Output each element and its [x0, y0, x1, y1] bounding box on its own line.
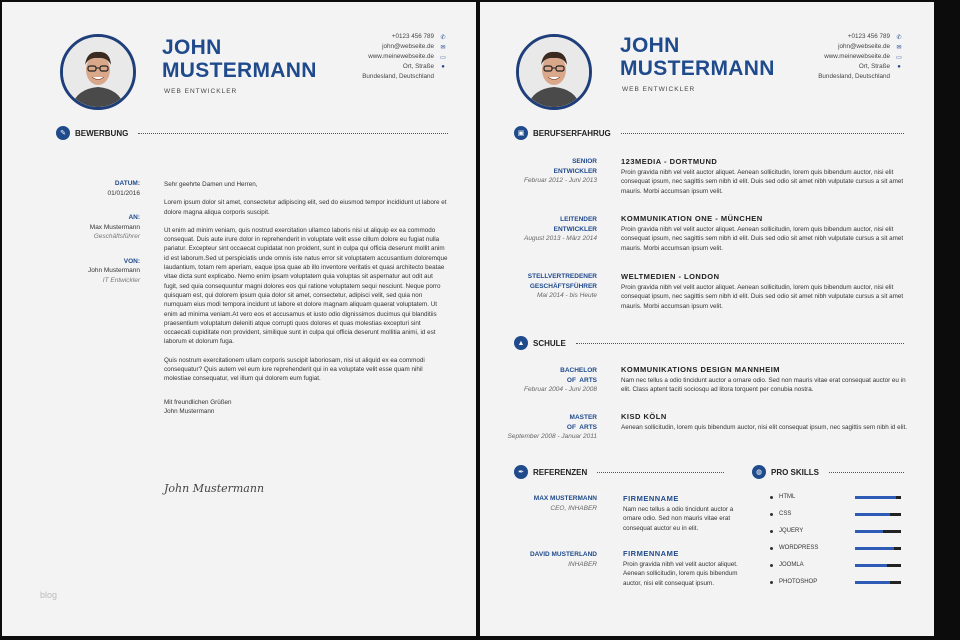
skill-row	[770, 492, 905, 502]
paragraph: Quis nostrum exercitationem ullam corporis suscipit laboriosam, nisi ut aliquid ex ea commodi consequatur? Quis autem vel eum iure reprehenderit qui in ea voluptate velit esse quam nihil molestiae consequatur, vel illum qui dolorem eum fugiat.	[164, 356, 425, 383]
letter-body	[164, 180, 448, 416]
reference-meta-2	[500, 550, 597, 569]
section-header-education	[514, 336, 904, 350]
contact-phone: +0123 456 789	[391, 33, 434, 40]
job-description: Proin gravida nibh vel velit auctor aliquet. Aenean sollicitudin, lorem quis bibendum auctor, nisi elit consequat ipsum, nec sagittis sem nibh id elit. Duis sed odio sit amet nibh vulputate cursus a sit amet mauris. Morbi accumsan ipsum velit.	[621, 284, 904, 310]
experience-meta-1	[500, 157, 597, 186]
von-role: IT Entwickler	[102, 276, 140, 284]
job-description: Proin gravida nibh vel velit auctor aliquet. Aenean sollicitudin, lorem quis bibendum auctor, nisi elit consequat ipsum, nec sagittis sem nibh id elit. Duis sed odio sit amet nibh vulputate cursus a sit amet mauris. Morbi accumsan ipsum velit.	[621, 226, 904, 252]
reference-description: Nam nec tellus a odio tincidunt auctor a ornare odio. Sed non mauris vitae erat consequat auctor eu in elit.	[623, 506, 734, 532]
divider	[138, 133, 448, 134]
section-title: BERUFSERFAHRUG	[533, 128, 611, 138]
skill-bar-fill	[855, 530, 883, 533]
datum-label: DATUM:	[114, 180, 140, 187]
skill-bar-fill	[855, 513, 890, 516]
profile-photo	[516, 34, 592, 110]
education-entry-1	[621, 365, 911, 395]
job-period: August 2013 - März 2014	[524, 235, 597, 242]
education-period: September 2008 - Januar 2011	[507, 433, 597, 440]
web-icon: ▭	[440, 54, 446, 61]
reference-description: Proin gravida nibh vel velit auctor aliquet. Aenean sollicitudin, lorem quis bibendum auctor, nisi elit consequat ipsum.	[623, 561, 738, 587]
bullet-icon	[770, 581, 773, 584]
job-period: Mai 2014 - bis Heute	[537, 292, 597, 299]
pencil-icon: ✎	[56, 126, 70, 140]
profile-photo	[60, 34, 136, 110]
skill-row	[770, 509, 905, 519]
degree: OF ARTS	[566, 423, 597, 431]
section-title: PRO SKILLS	[771, 467, 820, 477]
letter-meta	[62, 179, 140, 285]
contact-phone: +0123 456 789	[847, 33, 890, 40]
reference-entry-2	[623, 549, 748, 588]
an-label: AN:	[128, 214, 140, 221]
an-role: Geschäftsführer	[93, 233, 140, 240]
briefcase-icon: ▣	[514, 126, 528, 140]
salutation: Sehr geehrte Damen und Herren,	[164, 181, 258, 188]
person-role: WEB ENTWICKLER	[622, 86, 696, 93]
signature: John Mustermann	[164, 482, 265, 495]
skill-name: JQUERY	[779, 528, 804, 534]
skill-bar	[855, 581, 901, 584]
contact-region: Bundesland, Deutschland	[818, 73, 890, 80]
experience-meta-3	[492, 272, 597, 301]
person-role: WEB ENTWICKLER	[164, 88, 238, 95]
cover-letter-page	[2, 2, 476, 636]
skill-name: PHOTOSHOP	[779, 579, 818, 585]
contact-email: john@webseite.de	[838, 43, 890, 50]
education-period: Februar 2004 - Juni 2008	[524, 386, 597, 393]
graduation-cap-icon: ▲	[514, 336, 528, 350]
von-label: VON:	[123, 257, 140, 265]
divider	[576, 343, 904, 344]
first-name: JOHN	[162, 36, 222, 59]
person-name	[620, 34, 775, 80]
reference-name: MAX MUSTERMANN	[533, 495, 597, 502]
degree: OF ARTS	[566, 376, 597, 384]
divider	[597, 472, 724, 473]
experience-entry-3	[621, 272, 911, 311]
skill-row	[770, 543, 905, 553]
degree: MASTER	[569, 414, 597, 421]
skill-row	[770, 560, 905, 570]
reference-company: FIRMENNAME	[623, 549, 679, 558]
school-name: KOMMUNIKATIONS DESIGN MANNHEIM	[621, 365, 781, 374]
bullet-icon	[770, 496, 773, 499]
contact-street: Ort, Straße	[858, 63, 890, 70]
location-icon: ●	[441, 64, 445, 70]
location-icon: ●	[897, 64, 901, 70]
watermark: blog	[40, 590, 58, 600]
divider	[621, 133, 904, 134]
contact-block	[334, 32, 434, 82]
mail-icon: ✉	[896, 44, 902, 51]
job-title: GESCHÄFTSFÜHRER	[529, 282, 597, 290]
experience-entry-2	[621, 214, 911, 253]
experience-entry-1	[621, 157, 911, 196]
skill-bar-fill	[855, 496, 896, 499]
pen-icon: ✒	[514, 465, 528, 479]
job-title: ENTWICKLER	[553, 167, 597, 175]
skill-bar-fill	[855, 581, 890, 584]
bullet-icon	[770, 530, 773, 533]
skill-row	[770, 526, 905, 536]
reference-meta-1	[500, 494, 597, 513]
job-description: Proin gravida nibh vel velit auctor aliquet. Aenean sollicitudin, lorem quis bibendum auctor, nisi elit consequat ipsum, nec sagittis sem nibh id elit. Duis sed odio sit amet nibh vulputate cursus a sit amet mauris. Morbi accumsan ipsum velit.	[621, 169, 904, 195]
contact-icons	[438, 32, 448, 72]
globe-icon: ◍	[752, 465, 766, 479]
education-description: Nam nec tellus a odio tincidunt auctor a ornare odio. Sed non mauris vitae erat consequat auctor eu in elit. Class aptent taciti sociosqu ad litora torquent per conubia nostra.	[621, 377, 906, 394]
skill-bar-fill	[855, 547, 894, 550]
job-title: SENIOR	[572, 158, 597, 165]
closing: Mit freundlichen Grüßen	[164, 398, 232, 406]
last-name: MUSTERMANN	[620, 57, 775, 80]
paragraph: Lorem ipsum dolor sit amet, consectetur adipiscing elit, sed do eiusmod tempor incididunt ut labore et dolore magna aliqua corporis suscipit.	[164, 199, 447, 216]
reference-role: INHABER	[568, 560, 597, 568]
skill-bar	[855, 496, 901, 499]
skill-bar	[855, 547, 901, 550]
skill-name: WORDPRESS	[779, 545, 819, 551]
skill-bar	[855, 530, 901, 533]
person-name	[162, 36, 317, 82]
company-name: WELTMEDIEN - LONDON	[621, 272, 720, 281]
contact-email: john@webseite.de	[382, 43, 434, 50]
section-title: REFERENZEN	[533, 467, 588, 477]
skill-bar	[855, 564, 901, 567]
skill-name: CSS	[779, 511, 792, 517]
section-header-references	[514, 465, 724, 479]
section-header-skills	[752, 465, 904, 479]
company-name: 123MEDIA - DORTMUND	[621, 157, 718, 166]
job-title: STELLVERTREDENER	[527, 273, 597, 280]
section-header-bewerbung	[56, 126, 448, 140]
reference-company: FIRMENNAME	[623, 494, 679, 503]
bullet-icon	[770, 513, 773, 516]
contact-block	[790, 32, 890, 82]
paragraph: Ut enim ad minim veniam, quis nostrud exercitation ullamco laboris nisi ut aliquip ex ea commodo consequat. Duis aute irure dolor in reprehenderit in voluptate velit esse cillum dolore eu fugiat nulla pariatur. Excepteur sint occaecat cupidatat non proident, sunt in culpa qui officia deserunt mollit anim id est laborum.Sed ut perspiciatis unde omnis iste natus error sit voluptatem accusantium doloremque laudantium, totam rem aperiam, eaque ipsa quae ab illo inventore veritatis et quasi architecto beatae vitae dicta sunt explicabo. Nemo enim ipsam voluptatem quia voluptas sit aspernatur aut odit aut fugit, sed quia consequuntur magni dolores eos qui ratione voluptatem sequi nesciunt. Neque porro quisquam est, qui dolorem ipsum quia dolor sit amet, consectetur, adipisci velit, sed quia non numquam eius modi tempora incidunt ut labore et dolore magnam aliquam quaerat voluptatem. Ut enim ad minima veniam.At vero eos et accusamus et iusto odio dignissimos ducimus qui blanditiis praesentium voluptatum deleniti atque corrupti quos dolores et quas molestias excepturi sint occaecati cupiditate non provident, similique sunt in culpa qui officia deserunt mollitia animi, id est laborum et dolorum fuga.	[164, 226, 448, 346]
job-period: Februar 2012 - Juni 2013	[524, 177, 597, 184]
von-name: John Mustermann	[87, 267, 140, 274]
experience-meta-2	[500, 215, 597, 244]
datum-value: 01/01/2016	[107, 189, 140, 197]
an-name: Max Mustermann	[89, 223, 140, 231]
phone-icon: ✆	[440, 34, 446, 41]
skill-name: JOOMLA	[779, 562, 804, 568]
skill-bar-fill	[855, 564, 887, 567]
school-name: KISD KÖLN	[621, 412, 667, 421]
first-name: JOHN	[620, 34, 680, 57]
contact-web: www.meinewebseite.de	[368, 53, 434, 60]
bullet-icon	[770, 564, 773, 567]
divider	[829, 472, 904, 473]
last-name: MUSTERMANN	[162, 59, 317, 82]
reference-role: CEO, INHABER	[550, 504, 597, 512]
reference-name: DAVID MUSTERLAND	[529, 551, 597, 558]
skill-bar	[855, 513, 901, 516]
education-description: Aenean sollicitudin, lorem quis bibendum auctor, nisi elit consequat ipsum, nec sagittis sem nibh id elit.	[621, 424, 907, 431]
contact-street: Ort, Straße	[402, 63, 434, 70]
reference-entry-1	[623, 494, 748, 533]
bullet-icon	[770, 547, 773, 550]
section-title: SCHULE	[533, 338, 566, 348]
contact-region: Bundesland, Deutschland	[362, 73, 434, 80]
job-title: LEITENDER	[560, 216, 597, 223]
resume-page	[480, 2, 934, 636]
company-name: KOMMUNIKATION ONE - MÜNCHEN	[621, 214, 763, 223]
contact-web: www.meinewebseite.de	[824, 53, 890, 60]
mail-icon: ✉	[440, 44, 446, 51]
degree: BACHELOR	[560, 367, 597, 374]
section-header-experience	[514, 126, 904, 140]
web-icon: ▭	[896, 54, 902, 61]
contact-icons	[894, 32, 904, 72]
job-title: ENTWICKLER	[553, 225, 597, 233]
skill-row	[770, 577, 905, 587]
education-meta-1	[500, 366, 597, 395]
closing-name: John Mustermann	[164, 407, 215, 415]
skill-name: HTML	[779, 494, 796, 500]
education-meta-2	[500, 413, 597, 442]
section-title: BEWERBUNG	[75, 128, 129, 138]
phone-icon: ✆	[896, 34, 902, 41]
education-entry-2	[621, 412, 911, 432]
